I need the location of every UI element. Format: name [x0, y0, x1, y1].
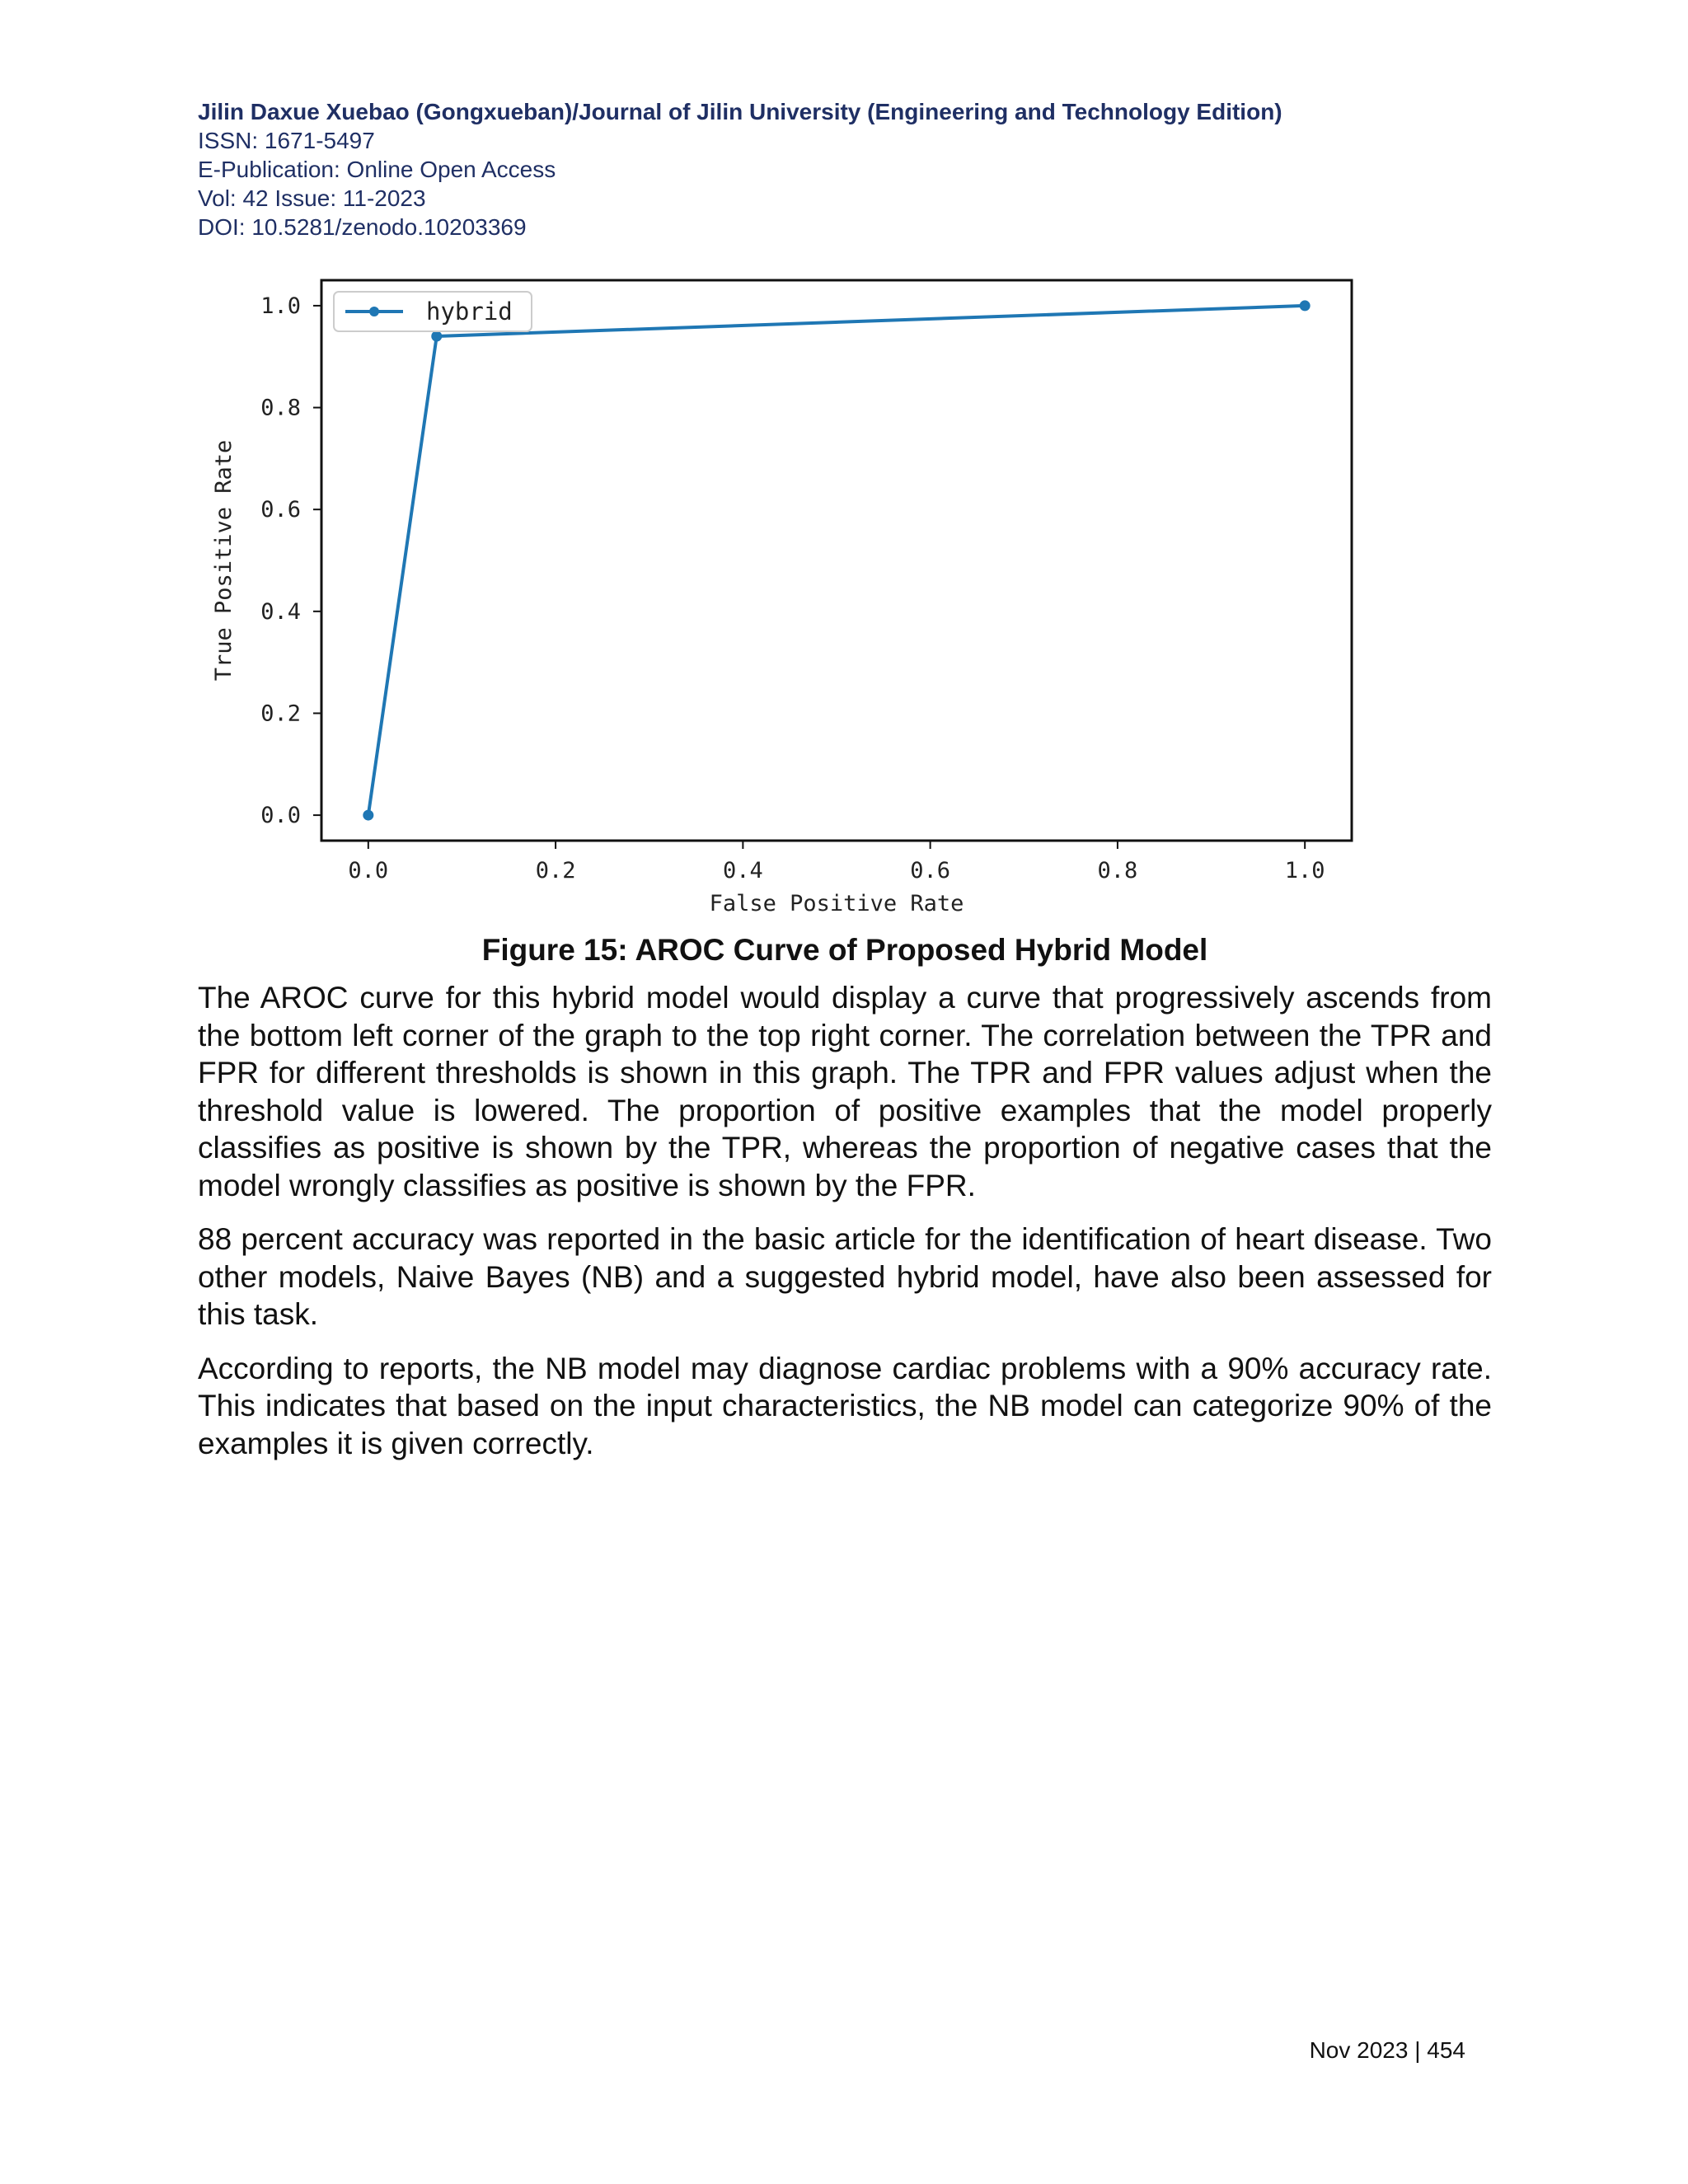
journal-header	[198, 97, 1533, 241]
legend-label: hybrid	[426, 298, 513, 326]
volume-line: Vol: 42 Issue: 11-2023	[198, 185, 426, 211]
publication-line: E-Publication: Online Open Access	[198, 157, 556, 182]
roc-chart	[211, 272, 1368, 923]
y-tick-label: 0.8	[260, 395, 301, 421]
plot-area	[321, 280, 1352, 841]
series-point	[363, 810, 373, 820]
y-tick-label: 0.4	[260, 598, 301, 625]
legend-marker	[369, 307, 379, 316]
series-point	[432, 331, 442, 341]
x-tick-label: 1.0	[1284, 858, 1325, 883]
doi-line: DOI: 10.5281/zenodo.10203369	[198, 214, 527, 240]
figure-caption: Figure 15: AROC Curve of Proposed Hybrid Model	[481, 933, 1208, 967]
x-tick-label: 0.8	[1097, 858, 1138, 883]
x-tick-label: 0.6	[910, 858, 951, 883]
legend	[334, 292, 532, 331]
body-paragraph: The AROC curve for this hybrid model would display a curve that progressively ascends from the bottom left corner of the graph to the top right corner. The correlation between the TPR and FPR for different thresholds is shown in this graph. The TPR and FPR values adjust when the threshold value is lowered. The proportion of positive examples that the model properly classifies as positive is shown by the TPR, whereas the proportion of negative cases that the model wrongly classifies as positive is shown by the FPR.	[198, 981, 1492, 1202]
body-text	[198, 979, 1492, 1479]
page-footer: Nov 2023 | 454	[1309, 2037, 1465, 2063]
plot-frame	[321, 280, 1352, 841]
x-axis-ticks	[348, 841, 1325, 883]
series-point	[1300, 301, 1310, 311]
y-tick-label: 0.6	[260, 497, 301, 523]
y-axis-ticks	[260, 293, 321, 828]
x-axis-label: False Positive Rate	[709, 891, 964, 916]
y-tick-label: 1.0	[260, 293, 301, 319]
y-tick-label: 0.0	[260, 803, 301, 829]
x-tick-label: 0.0	[348, 858, 389, 883]
body-paragraph: According to reports, the NB model may diagnose cardiac problems with a 90% accuracy rate. This indicates that based on the input characteristics, the NB model can categorize 90% of the examples it is given correctly.	[198, 1351, 1492, 1460]
y-tick-label: 0.2	[260, 701, 301, 727]
body-paragraph: 88 percent accuracy was reported in the basic article for the identification of heart disease. Two other models, Naive Bayes (NB) and a suggested hybrid model, have also been assessed for this task.	[198, 1222, 1492, 1331]
x-tick-label: 0.4	[722, 858, 763, 883]
roc-figure	[211, 272, 1368, 923]
issn-line: ISSN: 1671-5497	[198, 128, 375, 153]
journal-title: Jilin Daxue Xuebao (Gongxueban)/Journal of Jilin University (Engineering and Technology Edition)	[198, 99, 1282, 124]
y-axis-label: True Positive Rate	[211, 439, 237, 682]
x-tick-label: 0.2	[535, 858, 576, 883]
